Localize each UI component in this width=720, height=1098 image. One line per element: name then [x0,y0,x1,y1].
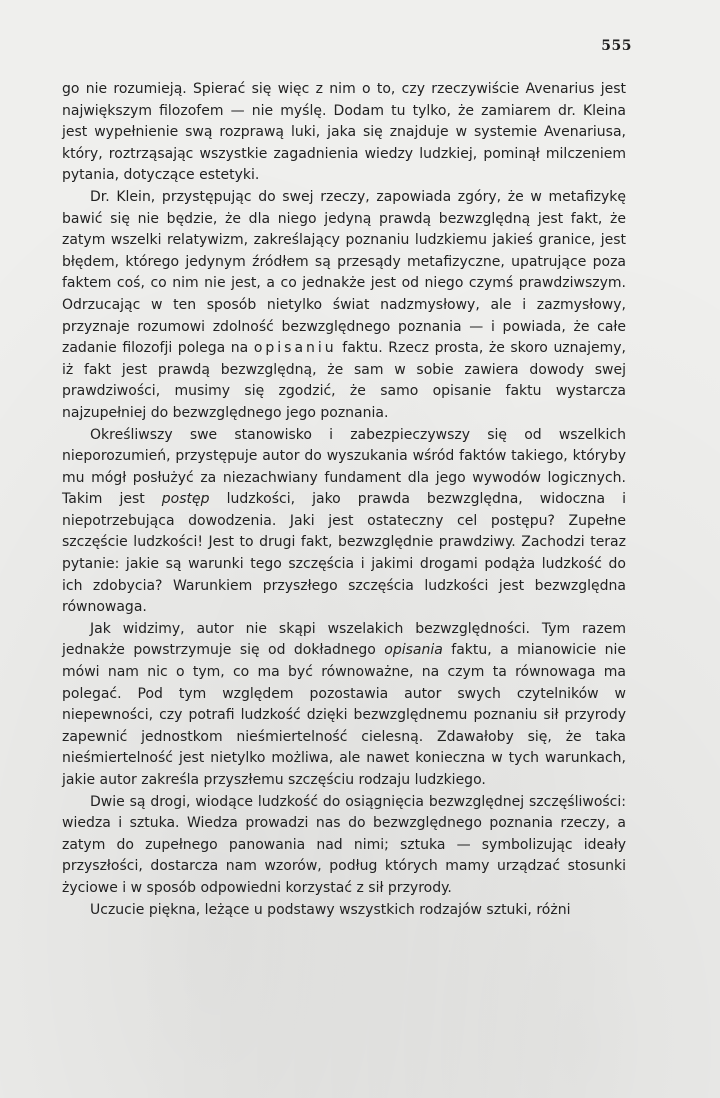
paragraph [62,425,626,619]
paragraph [62,792,626,900]
paragraph [62,79,626,187]
spaced-text: opisaniu [253,340,337,357]
paragraph [62,900,626,922]
paragraph [62,187,626,425]
text-run: Określiwszy swe stanowisko i zabezpieczywszy się od wszelkich nieporozumień, przystępuje autor do wyszukania wśród faktów takiego, któryby mu mógł posłużyć za niezachwiany fundament dla jego wywodów logicznych. Takim jest [62,426,626,508]
text-run: Jak widzimy, autor nie skąpi wszelakich bezwzględności. Tym razem jednakże powstrzymuje się od dokładnego [62,620,626,659]
text-run: faktu, a mianowicie nie mówi nam nic o tym, co ma być równoważne, na czym ta równowaga ma polegać. Pod tym względem pozostawia autor swych czytelników w niepewności, czy potrafi ludzkość dzięki bezwzględnemu poznaniu sił przyrody zapewnić jednostkom nieśmiertelność cielesną. Zdawałoby się, że taka nieśmiertelność jest nietylko możliwa, ale nawet konieczna w tych warunkach, jakie autor zakreśla przyszłemu szczęściu rodzaju ludzkiego. [62,642,626,788]
text-run: Uczucie piękna, leżące u podstawy wszystkich rodzajów sztuki, różni [90,901,571,918]
page-number: 555 [601,38,632,54]
text-run: faktu. Rzecz prosta, że skoro uznajemy, iż fakt jest prawdą bezwzględną, że sam w sobie zawiera dowody swej prawdziwości, musimy się zgodzić, że samo opisanie faktu wystarcza najzupełniej do bezwzględnego jego poznania. [62,340,626,421]
paragraph [62,619,626,792]
body-text [62,79,626,921]
italic-text: opisania [384,642,443,659]
text-run: ludzkości, jako prawda bezwzględna, widoczna i niepotrzebująca dowodzenia. Jaki jest ostateczny cel postępu? Zupełne szczęście ludzkości! Jest to drugi fakt, bezwzględnie prawdziwy. Zachodzi teraz pytanie: jakie są warunki tego szczęścia i jakimi drogami podąża ludzkość do ich zdobycia? Warunkiem przyszłego szczęścia ludzkości jest bezwzględna równowaga. [62,491,626,616]
italic-text: postęp [161,491,210,508]
text-run: Dwie są drogi, wiodące ludzkość do osiągnięcia bezwzględnej szczęśliwości: wiedza i sztuka. Wiedza prowadzi nas do bezwzględnego poznania rzeczy, a zatym do zupełnego panowania nad nimi; sztuka — symbolizując ideały przyszłości, dostarcza nam wzorów, podług których mamy urządzać stosunki życiowe i w sposób odpowiedni korzystać z sił przyrody. [62,793,626,896]
text-run: go nie rozumieją. Spierać się więc z nim o to, czy rzeczywiście Avenarius jest największym filozofem — nie myślę. Dodam tu tylko, że zamiarem dr. Kleina jest wypełnienie swą rozprawą luki, jaka się znajduje w systemie Avenariusa, który, roztrząsając wszystkie zagadnienia wiedzy ludzkiej, pominął milczeniem pytania, dotyczące estetyki. [62,81,626,184]
text-run: Dr. Klein, przystępując do swej rzeczy, zapowiada zgóry, że w metafizykę bawić się nie będzie, że dla niego jedyną prawdą bezwzględną jest fakt, że zatym wszelki relatywizm, zakreślający poznaniu ludzkiemu jakieś granice, jest błędem, którego jedynym źródłem są przesądy metafizyczne, upatrujące poza faktem coś, co nim nie jest, a co jednakże jest od niego czymś prawdziwszym. Odrzucając w ten sposób nietylko świat nadzmysłowy, ale i zazmysłowy, przyznaje rozumowi zdolność bezwzględnego poznania — i powiada, że całe zadanie filozofji polega na [62,188,626,357]
